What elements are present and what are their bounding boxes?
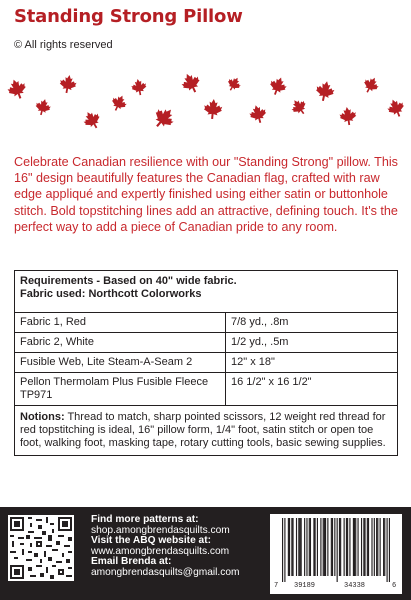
fabric-used-line: Fabric used: Northcott Colorworks	[20, 288, 202, 300]
table-row	[15, 373, 398, 406]
copyright-notice: © All rights reserved	[14, 39, 113, 51]
notions-row	[15, 406, 398, 456]
maple-leaf-icon	[337, 105, 360, 128]
barcode-digit-last: 6	[392, 582, 397, 590]
material-name: Fusible Web, Lite Steam-A-Seam 2	[15, 353, 226, 373]
maple-leaf-icon	[246, 102, 270, 126]
email-label: Email Brenda at:	[91, 556, 172, 568]
maple-leaf-icon	[147, 101, 181, 135]
maple-leaf-icon	[3, 75, 31, 103]
maple-leaf-icon	[107, 91, 131, 115]
material-amount: 12" x 18"	[226, 353, 398, 373]
maple-leaf-icon	[201, 97, 225, 121]
notions-label: Notions:	[20, 411, 65, 423]
barcode-digit-first: 7	[274, 582, 279, 590]
maple-leaf-icon	[359, 73, 383, 97]
requirements-heading: Requirements - Based on 40" wide fabric.	[20, 275, 237, 287]
notions-text: Thread to match, sharp pointed scissors, 12 weight red thread for red topstitching is ideal, 16" pillow form, 1/4" foot, satin stitch or open toe foot, walking foot, masking tape, rotary cutting tools, basic sewing supplies.	[20, 411, 386, 449]
maple-leaf-icon	[129, 77, 150, 98]
maple-leaf-icon	[383, 95, 409, 121]
page-title: Standing Strong Pillow	[14, 6, 243, 27]
find-more-label: Find more patterns at:	[91, 514, 199, 525]
maple-leaf-icon	[223, 73, 245, 95]
maple-leaf-icon	[286, 94, 311, 119]
shop-link[interactable]: shop.amongbrendasquilts.com	[91, 524, 230, 536]
barcode-bars-icon	[282, 518, 390, 582]
table-row	[15, 353, 398, 373]
qr-code[interactable]	[8, 515, 74, 581]
material-name: Pellon Thermolam Plus Fusible Fleece TP971	[15, 373, 226, 406]
website-link[interactable]: www.amongbrendasquilts.com	[91, 545, 230, 557]
requirements-table	[14, 270, 398, 456]
barcode	[270, 514, 402, 594]
maple-leaf-icon	[312, 78, 338, 104]
table-row	[15, 333, 398, 353]
visit-website-label: Visit the ABQ website at:	[91, 535, 212, 547]
material-name: Fabric 1, Red	[15, 313, 226, 333]
maple-leaf-icon	[265, 73, 291, 99]
qr-code-icon	[8, 515, 74, 581]
material-amount: 1/2 yd., .5m	[226, 333, 398, 353]
material-amount: 7/8 yd., .8m	[226, 313, 398, 333]
maple-leaf-icon	[32, 96, 54, 118]
table-row	[15, 313, 398, 333]
maple-leaf-icon	[78, 106, 105, 133]
barcode-group-left: 39189	[294, 582, 316, 590]
maple-leaf-icon	[176, 68, 205, 97]
email-link[interactable]: amongbrendasquilts@gmail.com	[91, 566, 240, 578]
maple-leaf-banner	[0, 58, 411, 148]
material-amount: 16 1/2" x 16 1/2"	[226, 373, 398, 406]
material-name: Fabric 2, White	[15, 333, 226, 353]
maple-leaf-icon	[56, 72, 79, 95]
requirements-header-row	[15, 271, 398, 313]
pattern-description: Celebrate Canadian resilience with our "Standing Strong" pillow. This 16" design beautifully features the Canadian flag, crafted with raw edge appliqué and expertly finished using either satin or buttonhole stitch. Bold topstitching lines add an attractive, defining touch. It's the perfect way to add a piece of Canadian pride to any room.	[14, 155, 398, 234]
barcode-group-right: 34338	[344, 582, 366, 590]
footer-links	[91, 515, 261, 579]
